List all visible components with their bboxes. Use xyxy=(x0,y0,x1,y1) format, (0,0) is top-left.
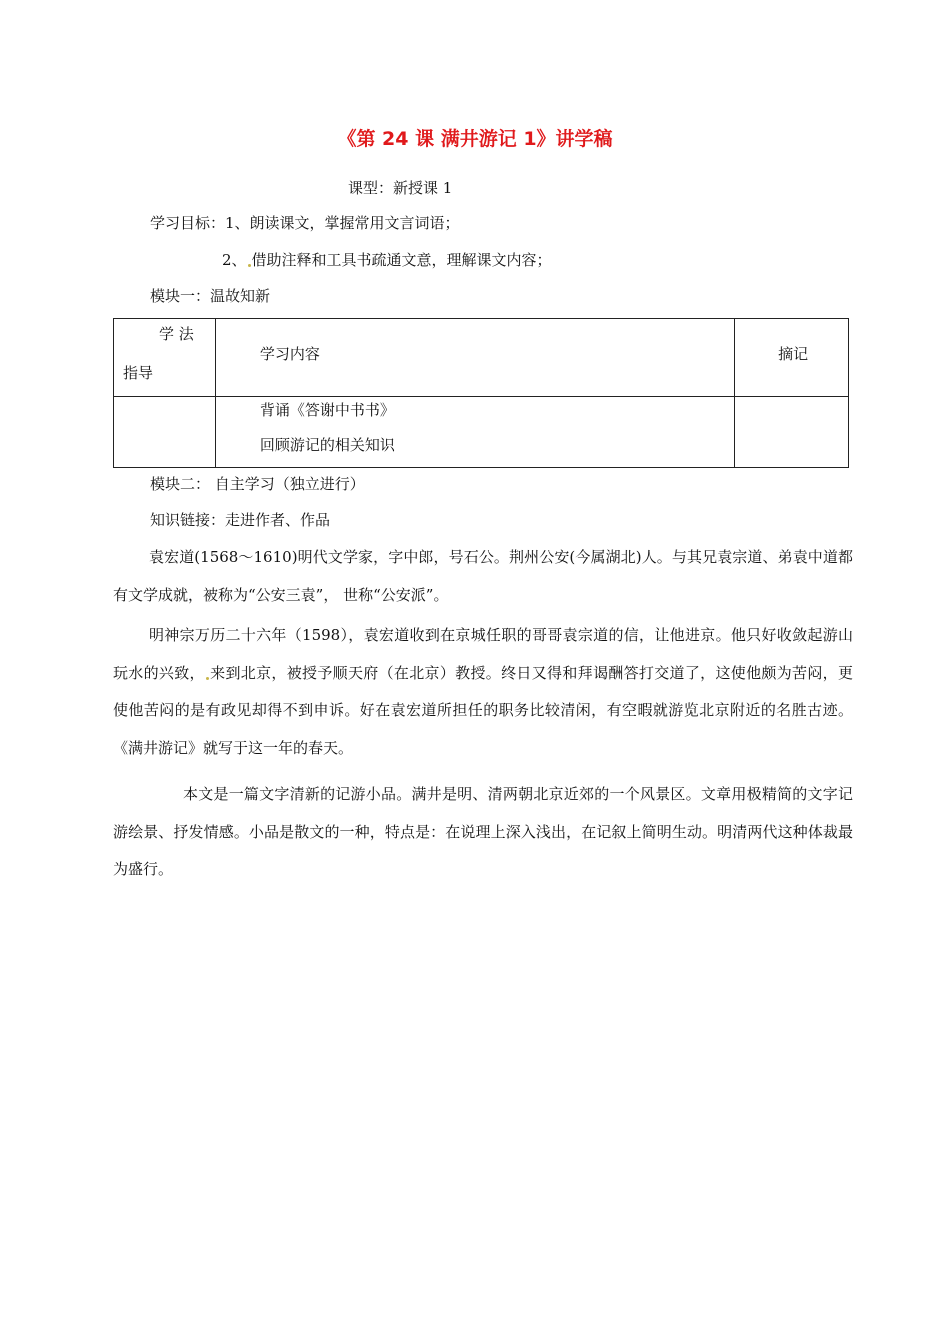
author-paragraph: 袁宏道(1568～1610)明代文学家，字中郎，号石公。荆州公安(今属湖北)人。与其兄袁宗道、弟袁中道都有文学成就，被称为“公安三袁”， 世称“公安派”。 xyxy=(113,548,853,604)
learning-objective-2 xyxy=(222,250,552,270)
objective-2-number: 2、 xyxy=(222,251,247,269)
lesson-type: 课型：新授课 1 xyxy=(348,179,453,197)
mark-dot-icon xyxy=(206,677,209,680)
method-cell xyxy=(114,397,216,468)
table-header-row xyxy=(114,319,849,397)
notes-header: 摘记 xyxy=(778,345,809,363)
knowledge-link: 知识链接：走进作者、作品 xyxy=(150,511,331,529)
notes-cell xyxy=(735,397,849,468)
content-item-1: 背诵《答谢中书书》 xyxy=(259,401,395,419)
mark-dot-icon xyxy=(248,264,251,267)
method-header-line-1: 学 法 xyxy=(159,325,194,343)
method-header-line-2: 指导 xyxy=(123,364,154,382)
background-paragraph-part-1: 明神宗万历二十六年（1598），袁宏道收到在京城任职的哥哥袁宗道的信，让他进京。他只好收敛起游山玩水的兴致， xyxy=(113,626,853,682)
learning-objective-1: 学习目标：1、朗读课文，掌握常用文言词语； xyxy=(150,214,460,232)
module-1-heading: 模块一：温故知新 xyxy=(150,287,271,305)
document-title: 《第 24 课 满井游记 1》讲学稿 xyxy=(337,128,613,150)
genre-paragraph: 本文是一篇文字清新的记游小品。满井是明、清两朝北京近郊的一个风景区。文章用极精简的文字记游绘景、抒发情感。小品是散文的一种，特点是：在说理上深入浅出，在记叙上简明生动。明清两代这种体裁最为盛行。 xyxy=(113,785,853,878)
content-cell xyxy=(215,397,734,468)
content-item-2: 回顾游记的相关知识 xyxy=(259,436,395,454)
table-row xyxy=(114,397,849,468)
notes-header-cell xyxy=(735,319,849,397)
review-table xyxy=(113,318,849,468)
content-header-cell xyxy=(215,319,734,397)
module-2-heading: 模块二： 自主学习（独立进行） xyxy=(150,475,365,493)
method-header-cell xyxy=(114,319,216,397)
background-paragraph xyxy=(113,617,853,767)
content-header: 学习内容 xyxy=(259,345,320,363)
objective-2-text: 借助注释和工具书疏通文意，理解课文内容； xyxy=(251,251,552,269)
background-paragraph-part-2: 来到北京，被授予顺天府（在北京）教授。终日又得和拜谒酬答打交道了，这使他颇为苦闷，更使他苦闷的是有政见却得不到申诉。好在袁宏道所担任的职务比较清闲，有空暇就游览北京附近的名胜古迹。《满井游记》就写于这一年的春天。 xyxy=(113,663,853,757)
